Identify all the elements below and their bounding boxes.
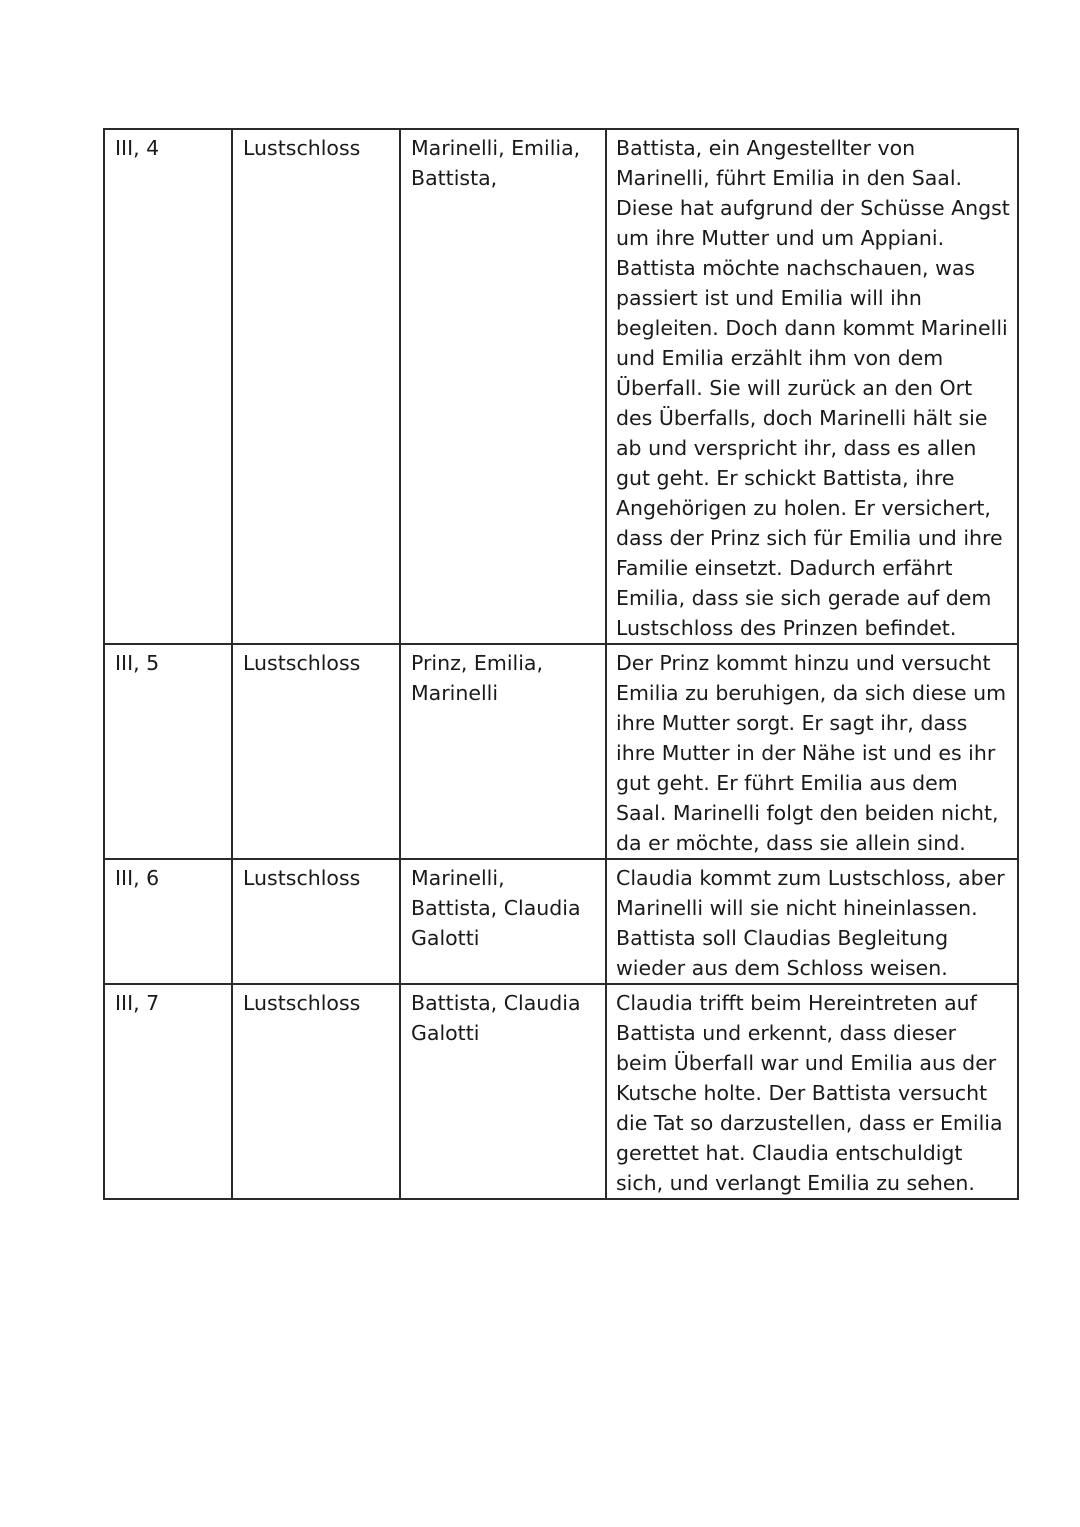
scene-cell xyxy=(104,644,232,859)
scene-place: Lustschloss xyxy=(243,866,361,890)
table-row xyxy=(104,984,1018,1199)
scene-place: Lustschloss xyxy=(243,651,361,675)
scene-place: Lustschloss xyxy=(243,991,361,1015)
summary-cell xyxy=(606,129,1018,644)
scene-number: III, 6 xyxy=(115,866,160,890)
scene-characters: Battista, Claudia Galotti xyxy=(411,991,581,1045)
scene-cell xyxy=(104,859,232,984)
scene-characters: Prinz, Emilia, Marinelli xyxy=(411,651,543,705)
scene-summary: Claudia kommt zum Lustschloss, aber Marinelli will sie nicht hineinlassen. Battista soll Claudias Begleitung wieder aus dem Schloss weisen. xyxy=(616,866,1005,980)
characters-cell xyxy=(400,859,606,984)
scene-characters: Marinelli, Emilia, Battista, xyxy=(411,136,581,190)
table-row xyxy=(104,644,1018,859)
characters-cell xyxy=(400,984,606,1199)
scene-summary: Claudia trifft beim Hereintreten auf Battista und erkennt, dass dieser beim Überfall war und Emilia aus der Kutsche holte. Der Battista versucht die Tat so darzustellen, dass er Emilia gerettet hat. Claudia entschuldigt sich, und verlangt Emilia zu sehen. xyxy=(616,991,1003,1195)
characters-cell xyxy=(400,129,606,644)
summary-cell xyxy=(606,859,1018,984)
place-cell xyxy=(232,859,400,984)
scene-overview-table xyxy=(103,128,1019,1200)
scene-number: III, 7 xyxy=(115,991,160,1015)
table-row xyxy=(104,129,1018,644)
table-row xyxy=(104,859,1018,984)
scene-cell xyxy=(104,129,232,644)
scene-summary: Der Prinz kommt hinzu und versucht Emilia zu beruhigen, da sich diese um ihre Mutter sorgt. Er sagt ihr, dass ihre Mutter in der Nähe ist und es ihr gut geht. Er führt Emilia aus dem Saal. Marinelli folgt den beiden nicht, da er möchte, dass sie allein sind. xyxy=(616,651,1007,855)
place-cell xyxy=(232,984,400,1199)
summary-cell xyxy=(606,984,1018,1199)
scene-place: Lustschloss xyxy=(243,136,361,160)
place-cell xyxy=(232,644,400,859)
scene-cell xyxy=(104,984,232,1199)
scene-summary: Battista, ein Angestellter von Marinelli, führt Emilia in den Saal. Diese hat aufgrund der Schüsse Angst um ihre Mutter und um Appiani. Battista möchte nachschauen, was passiert ist und Emilia will ihn begleiten. Doch dann kommt Marinelli und Emilia erzählt ihm von dem Überfall. Sie will zurück an den Ort des Überfalls, doch Marinelli hält sie ab und verspricht ihr, dass es allen gut geht. Er schickt Battista, ihre Angehörigen zu holen. Er versichert, dass der Prinz sich für Emilia und ihre Familie einsetzt. Dadurch erfährt Emilia, dass sie sich gerade auf dem Lustschloss des Prinzen befindet. xyxy=(616,136,1010,640)
scene-number: III, 4 xyxy=(115,136,160,160)
scene-characters: Marinelli, Battista, Claudia Galotti xyxy=(411,866,581,950)
summary-cell xyxy=(606,644,1018,859)
place-cell xyxy=(232,129,400,644)
scene-number: III, 5 xyxy=(115,651,160,675)
characters-cell xyxy=(400,644,606,859)
